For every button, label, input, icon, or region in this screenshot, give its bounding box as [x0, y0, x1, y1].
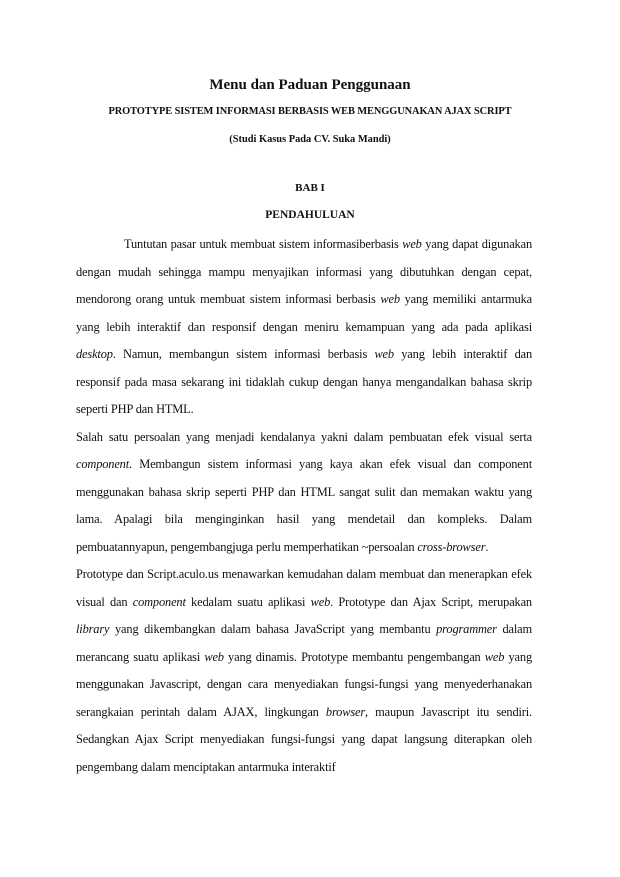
italic-term: web — [374, 347, 394, 361]
italic-term: web — [402, 237, 422, 251]
paragraph — [76, 231, 532, 424]
text-segment: kedalam suatu aplikasi — [185, 594, 311, 609]
text-segment: Prototype dan Script.aculo.us menawarkan kemudahan dalam membuat dan menerapkan efek visual dan — [76, 567, 532, 609]
case-study-label: (Studi Kasus Pada CV. Suka Mandi) — [229, 134, 391, 145]
document-title: Menu dan Paduan Penggunaan — [209, 77, 411, 93]
text-segment: . Namun, membangun sistem informasi berbasis — [112, 347, 375, 361]
paragraph — [76, 424, 532, 562]
italic-term: cross-browser — [417, 539, 486, 554]
italic-term: desktop — [76, 347, 113, 361]
document-subtitle: PROTOTYPE SISTEM INFORMASI BERBASIS WEB MENGGUNAKAN AJAX SCRIPT — [108, 106, 512, 117]
text-segment: yang lebih interaktif dan responsif pada masa sekarang ini tidaklah cukup dengan hanya mengandalkan bahasa skrip seperti PHP dan HTML. — [76, 347, 533, 416]
text-segment: yang menggunakan Javascript, dengan cara menyediakan fungsi-fungsi yang menyederhanakan serangkaian perintah dalam AJAX, lingkungan — [76, 649, 532, 719]
text-segment: dalam merancang suatu aplikasi — [76, 622, 532, 664]
text-segment: yang dinamis. Prototype membantu pengembangan — [223, 649, 485, 664]
text-segment: Salah satu persoalan yang menjadi kendalanya yakni dalam pembuatan efek visual serta — [76, 429, 532, 444]
italic-term: browser — [325, 704, 366, 719]
text-segment: , maupun Javascript itu sendiri. Sedangkan Ajax Script menyediakan fungsi-fungsi yang dapat langsung diterapkan oleh pengembang dalam menciptakan antarmuka interaktif — [76, 704, 532, 774]
text-segment: . Prototype dan Ajax Script, merupakan — [330, 594, 532, 609]
italic-term: web — [310, 594, 331, 609]
text-segment: yang memiliki antarmuka yang lebih interaktif dan responsif dengan meniru kemampuan yang ada pada aplikasi — [76, 292, 532, 334]
text-segment: . Membangun sistem informasi yang kaya akan efek visual dan component menggunakan bahasa skrip seperti PHP dan HTML sangat sulit dan memakan waktu yang lama. Apalagi bila menginginkan hasil yang mendetail dan kompleks. Dalam pembuatannyapun, pengembangjuga perlu memperhatikan ~persoalan — [76, 457, 532, 554]
italic-term: web — [204, 649, 224, 664]
italic-term: component — [132, 594, 186, 609]
italic-term: library — [76, 622, 110, 636]
text-segment: yang dapat digunakan dengan mudah sehingga mampu menyajikan informasi yang dibutuhkan dengan cepat, mendorong orang untuk membuat sistem informasi berbasis — [76, 237, 532, 306]
chapter-number: BAB I — [295, 182, 325, 194]
italic-term: programmer — [436, 622, 497, 636]
italic-term: web — [484, 649, 505, 664]
text-segment: yang dikembangkan dalam bahasa JavaScript yang membantu — [109, 622, 437, 636]
italic-term: component — [76, 457, 130, 471]
italic-term: web — [380, 292, 400, 306]
text-segment: Tuntutan pasar untuk membuat sistem informasiberbasis — [124, 237, 403, 251]
body-text — [76, 231, 532, 781]
paragraph — [76, 561, 532, 781]
text-segment: . — [485, 539, 489, 554]
chapter-title: PENDAHULUAN — [265, 209, 355, 221]
